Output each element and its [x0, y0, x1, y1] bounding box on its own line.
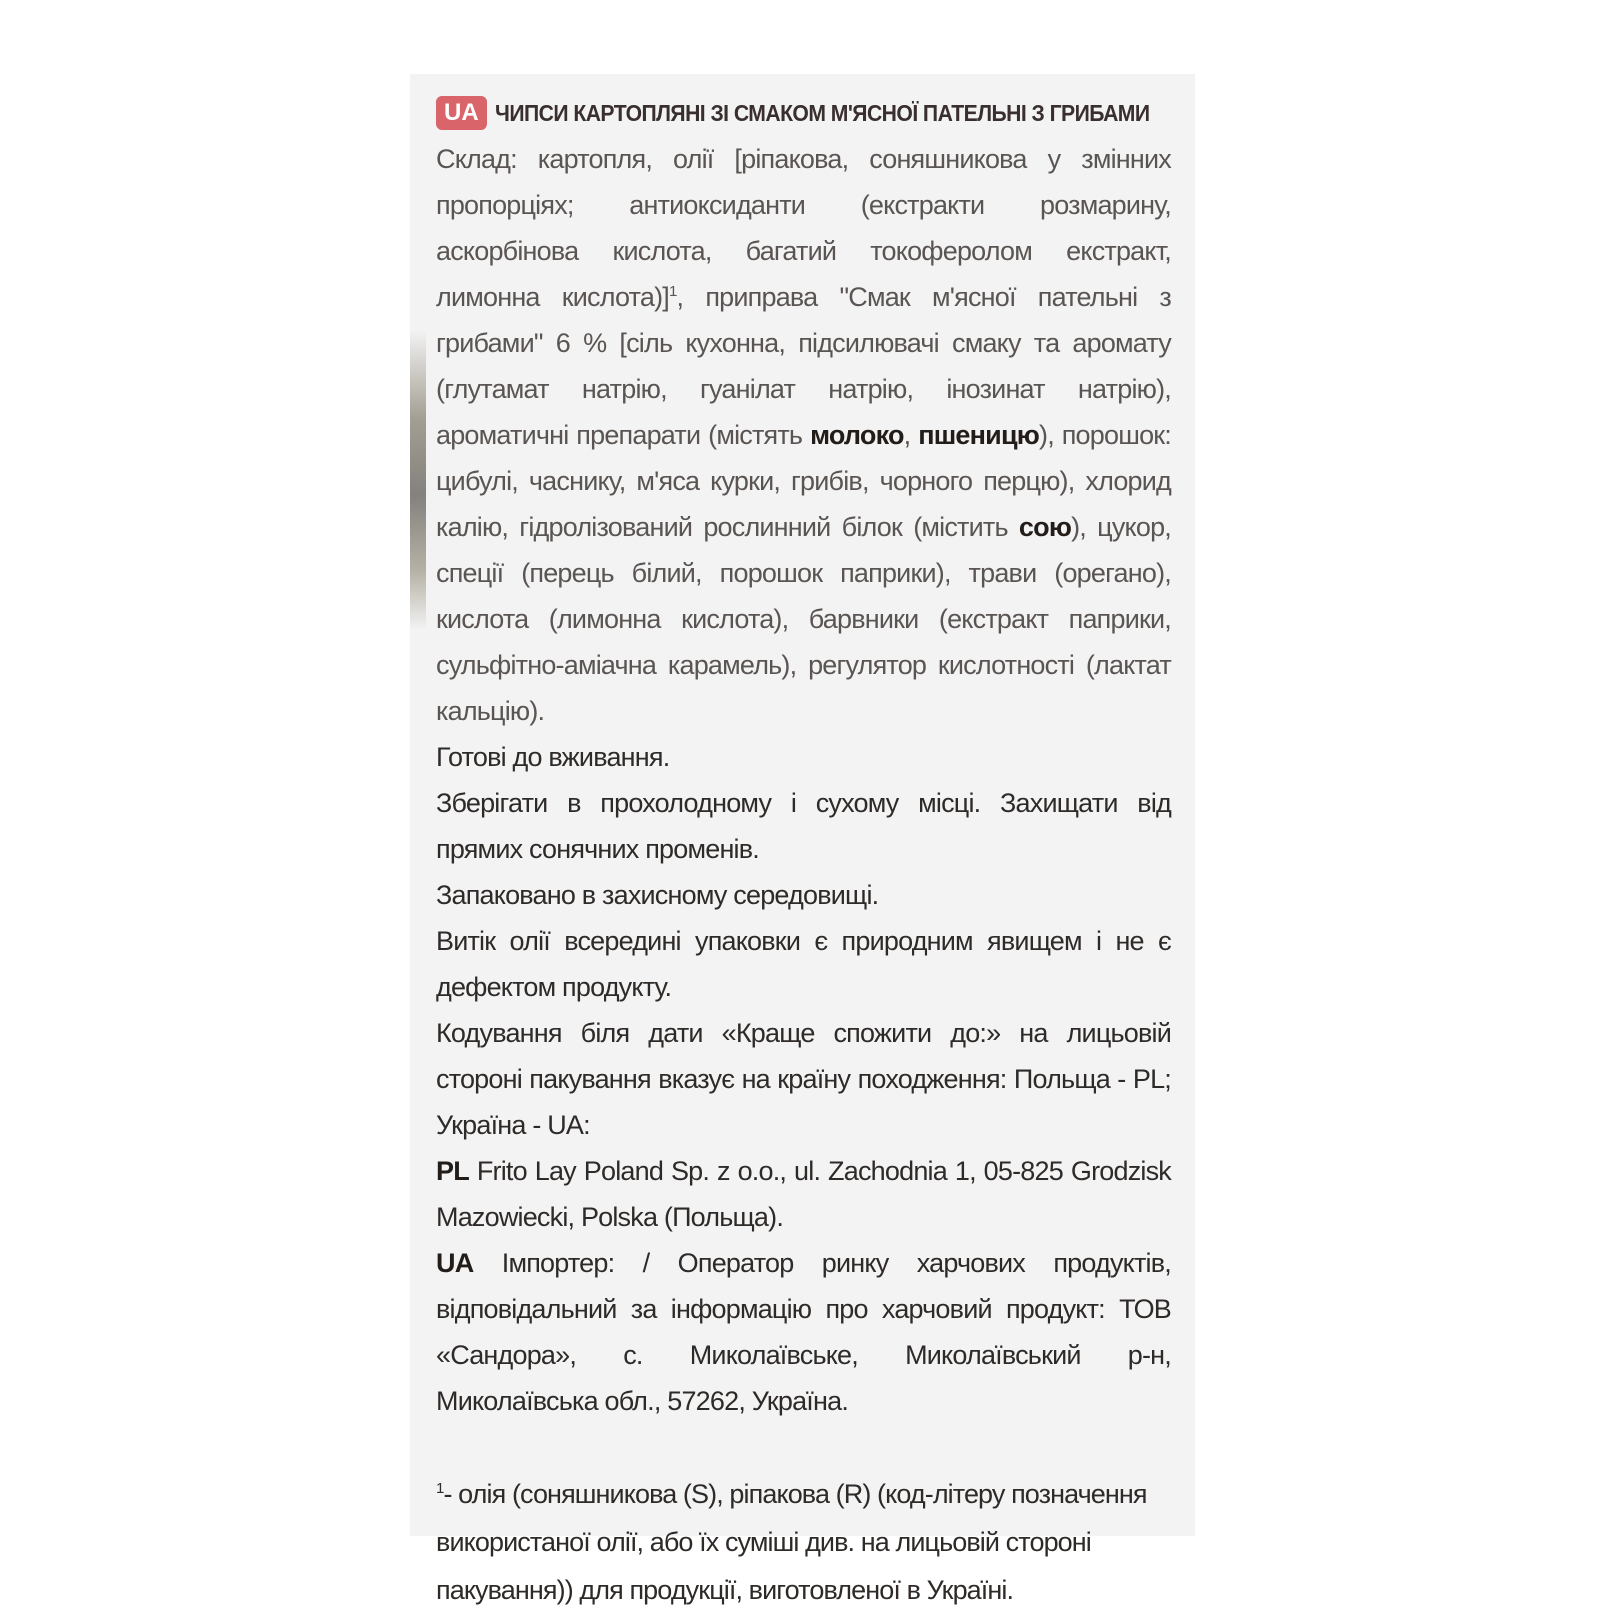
manufacturer-pl [436, 1148, 1171, 1240]
footnote-marker: 1 [436, 1480, 444, 1497]
ingredients-text: ), цукор, спеції (перець білий, порошок паприки), трави (орегано), кислота (лимонна кислота), барвники (екстракт паприки, сульфітно-аміачна карамель), регулятор кислотності (лактат кальцію). [436, 512, 1171, 726]
language-badge: UA [436, 96, 487, 130]
allergen-milk: молоко [810, 420, 904, 450]
footnote-text: - олія (соняшникова (S), ріпакова (R) (код-літеру позначення використаної олії, або їх суміші див. на лицьовій стороні пакування)) для продукції, виготовленої в Україні. [436, 1479, 1147, 1605]
storage-text: Зберігати в прохолодному і сухому місці. Захищати від прямих сонячних променів. [436, 788, 1171, 864]
manufacturer-pl-address: Frito Lay Poland Sp. z o.o., ul. Zachodnia 1, 05-825 Grodzisk Mazowiecki, Polska (Польща). [436, 1156, 1171, 1232]
footnote [436, 1470, 1171, 1614]
country-code-ua: UA [436, 1248, 474, 1278]
product-title: ЧИПСИ КАРТОПЛЯНІ ЗІ СМАКОМ М'ЯСНОЇ ПАТЕЛЬНІ З ГРИБАМИ [494, 99, 1150, 126]
ingredients-text: ), порошок: цибулі, часнику, м'яса курки, грибів, чорного перцю), хлорид калію, гідролізований рослинний білок (містить [436, 420, 1172, 542]
importer-ua [436, 1240, 1171, 1424]
allergen-wheat: пшеницю [918, 420, 1039, 450]
packaging-text: Запаковано в захисному середовищі. [436, 880, 879, 910]
package-edge-shadow [410, 330, 426, 630]
ingredients-text: Склад: картопля, олії [ріпакова, соняшникова у змінних пропорціях; антиоксиданти (екстракти розмарину, аскорбінова кислота, багатий токоферолом екстракт, лимонна кислота)] [436, 144, 1171, 312]
ingredients-text: , [903, 420, 919, 450]
label-text-block [436, 96, 1171, 1614]
ingredients-paragraph [436, 136, 1171, 734]
importer-ua-address: Імпортер: / Оператор ринку харчових продуктів, відповідальний за інформацію про харчовий продукт: ТОВ «Сандора», с. Миколаївське, Миколаївський р-н, Миколаївська обл., 57262, Україна. [436, 1248, 1171, 1416]
spacer [436, 1424, 1171, 1470]
origin-coding-text: Кодування біля дати «Краще спожити до:» на лицьовій стороні пакування вказує на країну походження: Польща - PL; Україна - UA: [436, 1018, 1171, 1140]
ready-to-eat-text: Готові до вживання. [436, 742, 670, 772]
oil-leak-text: Витік олії всередині упаковки є природним явищем і не є дефектом продукту. [436, 926, 1171, 1002]
ingredients-text: , приправа "Смак м'ясної пательні з грибами" 6 % [сіль кухонна, підсилювачі смаку та аромату (глутамат натрію, гуанілат натрію, інозинат натрію), ароматичні препарати (містять [436, 282, 1172, 450]
footnote-reference: 1 [669, 283, 677, 300]
allergen-soy: сою [1018, 512, 1072, 542]
country-code-pl: PL [436, 1156, 469, 1186]
title-row [436, 96, 1171, 130]
